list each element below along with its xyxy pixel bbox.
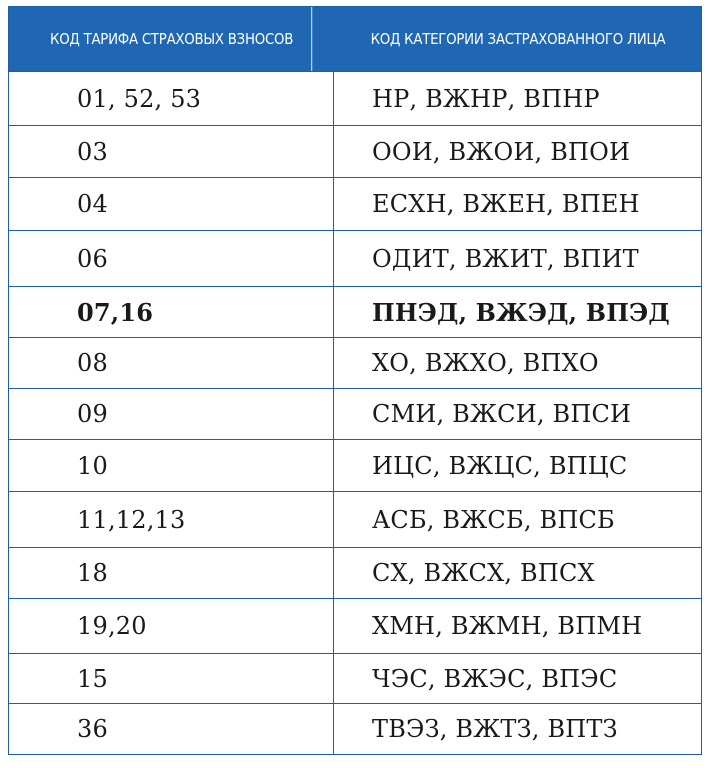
tariff-cell: 19,20 xyxy=(77,612,147,640)
tariff-cell: 01, 52, 53 xyxy=(77,84,202,113)
tariff-cell: 06 xyxy=(77,244,108,273)
tariff-cell: 08 xyxy=(77,349,108,377)
category-cell: НР, ВЖНР, ВПНР xyxy=(372,84,600,113)
table-header xyxy=(9,7,701,71)
table-row xyxy=(9,703,701,754)
category-cell: АСБ, ВЖСБ, ВПСБ xyxy=(372,505,615,534)
table-row xyxy=(9,388,701,439)
tariff-cell: 36 xyxy=(77,715,108,743)
table-row xyxy=(9,491,701,547)
category-cell: ХМН, ВЖМН, ВПМН xyxy=(372,612,643,640)
tariff-cell: 09 xyxy=(77,400,108,428)
category-cell: ИЦС, ВЖЦС, ВПЦС xyxy=(372,451,628,480)
category-cell: ЕСХН, ВЖЕН, ВПЕН xyxy=(372,190,640,218)
header-category-code: КОД КАТЕГОРИИ ЗАСТРАХОВАННОГО ЛИЦА xyxy=(370,30,666,48)
tariff-cell: 11,12,13 xyxy=(77,505,186,534)
category-cell: ЧЭС, ВЖЭС, ВПЭС xyxy=(372,664,618,693)
category-cell: ООИ, ВЖОИ, ВПОИ xyxy=(372,137,631,166)
table-row xyxy=(9,439,701,491)
category-cell: СМИ, ВЖСИ, ВПСИ xyxy=(372,400,632,428)
table-row xyxy=(9,653,701,703)
table-row xyxy=(9,230,701,286)
category-cell: СХ, ВЖСХ, ВПСХ xyxy=(372,559,595,587)
table-row xyxy=(9,125,701,177)
table-row xyxy=(9,598,701,653)
category-cell: ХО, ВЖХО, ВПХО xyxy=(372,349,599,377)
header-tariff-code: КОД ТАРИФА СТРАХОВЫХ ВЗНОСОВ xyxy=(32,7,312,71)
tariff-cell: 10 xyxy=(77,451,108,480)
table-row xyxy=(9,337,701,388)
tariff-cell: 15 xyxy=(77,664,108,693)
tariff-cell: 07,16 xyxy=(77,297,154,327)
tariff-cell: 04 xyxy=(77,190,108,218)
tariff-cell: 18 xyxy=(77,559,108,587)
category-cell: ПНЭД, ВЖЭД, ВПЭД xyxy=(372,297,670,327)
table-row xyxy=(9,177,701,230)
category-cell: ТВЭЗ, ВЖТЗ, ВПТЗ xyxy=(372,715,618,743)
table-row xyxy=(9,71,701,125)
tariff-cell: 03 xyxy=(77,137,108,166)
table-row xyxy=(9,547,701,598)
table-row xyxy=(9,286,701,337)
category-cell: ОДИТ, ВЖИТ, ВПИТ xyxy=(372,244,639,273)
tariff-category-table xyxy=(8,6,702,755)
